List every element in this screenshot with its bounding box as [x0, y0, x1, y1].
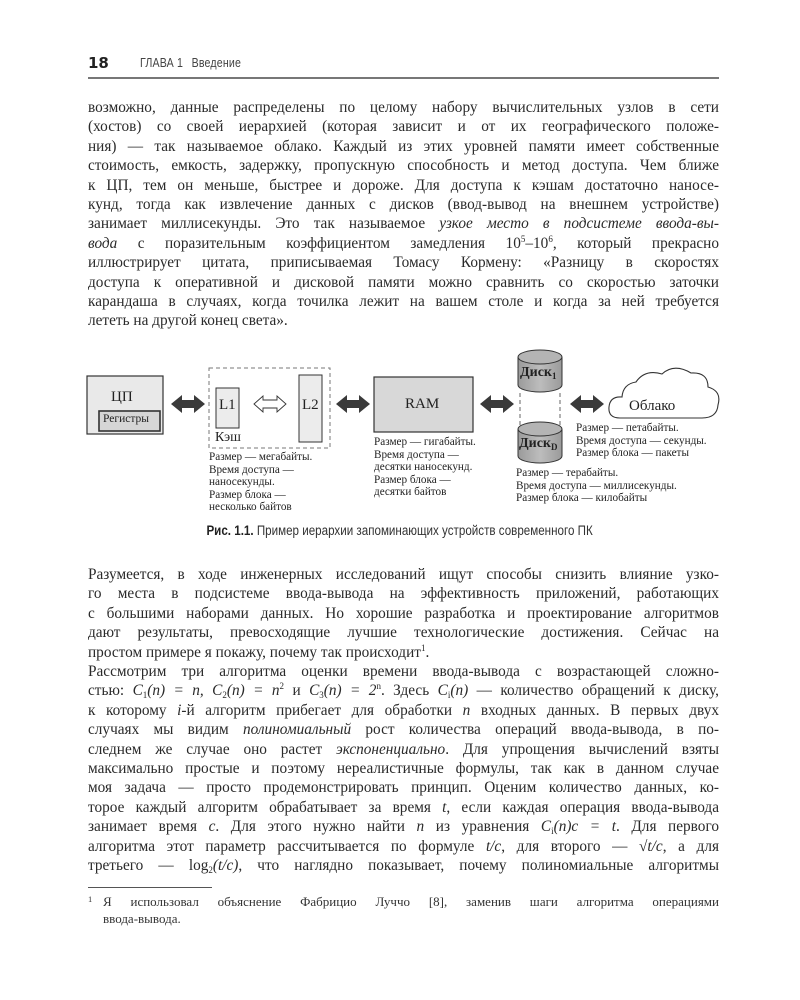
text-run: , а для — [662, 837, 719, 855]
text-run: с поразительным коэффициентом замедления 10 — [117, 234, 521, 252]
desc-line: Размер блока — — [209, 488, 286, 501]
desc-line: несколько байтов — [209, 501, 292, 514]
math: C — [437, 682, 448, 700]
desc-line: Время доступа — — [209, 463, 294, 476]
text-line: доступа к оперативной и дисковой памяти можно сравнить со скоростью заточки — [88, 273, 719, 291]
text-run: алгоритма этот параметр рассчитывается по формуле — [88, 837, 486, 855]
page-number: 18 — [88, 54, 109, 72]
text-line — [88, 740, 719, 759]
text-line: ния) — так называемое облако. Каждый из этих уровней памяти имеет собственные — [88, 137, 719, 155]
math: C — [540, 818, 552, 836]
cache-label: Кэш — [215, 430, 241, 445]
text-run: –10 — [525, 234, 549, 252]
text-run: и — [284, 682, 310, 700]
text-run: , что наглядно показывает, почему полиномиальные алгоритмы — [238, 857, 720, 875]
text-line: го места в подсистеме ввода-вывода на эффективность приложений, работающих — [88, 585, 719, 603]
math: n — [416, 818, 425, 836]
text-run: следнем же случае оно растет — [88, 740, 337, 758]
desc-line: Размер — мегабайты. — [209, 451, 313, 463]
chapter-title: Введение — [191, 56, 242, 70]
disk-1-label — [520, 365, 556, 381]
math: C — [132, 682, 143, 700]
math: t — [442, 798, 447, 816]
footnote-mark: 1 — [88, 894, 93, 904]
text-line — [88, 817, 719, 836]
text-run: -й алгоритм прибегает для обработки — [181, 701, 463, 719]
text-run: стью: — [88, 682, 133, 700]
text-run: . Для первого — [615, 818, 719, 836]
math: c — [208, 818, 216, 836]
math: t/c — [485, 837, 502, 855]
running-header — [88, 53, 719, 79]
text-line — [88, 701, 719, 720]
text-line: к ЦП, тем он меньше, быстрее и дороже. Для доступа к кэшам достаточно наносе- — [88, 176, 719, 194]
text-line: лететь на другой конец света». — [88, 312, 288, 330]
footnote — [88, 893, 719, 927]
math-subscript: i — [551, 826, 554, 837]
disk-subscript: D — [550, 442, 558, 452]
footnote-line: Я использовал объяснение Фабрицио Луччо [8], заменив шаги алгоритма операциями — [103, 894, 719, 909]
text-line — [88, 681, 719, 700]
superscript: 6 — [548, 233, 553, 244]
cpu-label: ЦП — [111, 389, 133, 405]
math-subscript: 2 — [222, 690, 227, 701]
text-run: . — [425, 643, 430, 661]
text-run: простом примере я покажу, почему так происходит — [88, 643, 421, 661]
text-run: торое каждый алгоритм обрабатывает за время — [88, 798, 443, 816]
disk-label-text: Диск — [520, 365, 552, 380]
math: (n)c = t — [553, 818, 616, 836]
text-line — [88, 720, 719, 739]
text-line: Рассмотрим три алгоритма оценки времени ввода-вывода с возрастающей сложно- — [88, 663, 719, 680]
text-run: — количество обращений к диску, — [468, 682, 719, 700]
math: i — [177, 701, 182, 719]
desc-line: десятки наносекунд. — [374, 461, 473, 474]
text-run: . Для этого нужно найти — [215, 818, 417, 836]
text-line: моя задача — просто продемонстрировать принцип. Оценим количество данных, ко- — [88, 779, 719, 797]
desc-line: Размер блока — — [374, 473, 451, 486]
text-run: . Для упрощения вычислений взяты — [445, 740, 719, 758]
text-run: занимает миллисекунды. Это так называемое — [88, 215, 440, 233]
double-arrow-icon — [336, 395, 370, 413]
disk-subscript: 1 — [551, 371, 557, 381]
text-line — [88, 798, 719, 817]
desc-line: Время доступа — секунды. — [576, 434, 707, 447]
desc-line: Размер блока — килобайты — [516, 492, 648, 505]
ram-label: RAM — [405, 396, 440, 412]
math-subscript: 2 — [208, 865, 213, 876]
chapter-heading — [140, 56, 241, 70]
desc-line: Размер — петабайты. — [576, 422, 679, 434]
text-run: , для второго — — [501, 837, 640, 855]
text-line: Разумеется, в ходе инженерных исследований ищут способы снизить влияние узко- — [88, 566, 719, 583]
desc-line: Размер блока — пакеты — [576, 447, 689, 460]
cloud-label: Облако — [629, 398, 676, 414]
text-run: из уравнения — [424, 818, 541, 836]
double-arrow-icon — [480, 395, 514, 413]
figure-caption — [0, 523, 800, 538]
cloud-description — [576, 422, 707, 460]
desc-line: Время доступа — миллисекунды. — [516, 479, 677, 492]
text-line: возможно, данные распределены по целому набору вычислительных узлов в сети — [88, 99, 719, 116]
disk-description — [516, 467, 677, 505]
text-run: , который прекрасно — [552, 234, 720, 252]
text-run: третьего — log — [88, 857, 209, 875]
text-line — [88, 837, 719, 856]
registers-label: Регистры — [103, 413, 149, 425]
text-line — [88, 856, 719, 875]
text-line — [88, 234, 719, 253]
l2-label: L2 — [302, 397, 319, 413]
math: (n) — [450, 682, 469, 700]
math: n — [462, 701, 471, 719]
outline-double-arrow-icon — [254, 396, 286, 412]
text-run: . Здесь — [380, 682, 438, 700]
math: √t/c — [639, 837, 663, 855]
desc-line: Время доступа — — [374, 448, 459, 461]
ram-description — [374, 436, 476, 499]
paragraph-3 — [88, 662, 719, 875]
caption-label: Рис. 1.1. — [206, 523, 255, 538]
l1-label: L1 — [219, 397, 236, 413]
math: (n) = n — [226, 682, 280, 700]
disk-label-text: Диск — [519, 436, 551, 451]
emphasis: экспоненциально — [336, 740, 446, 758]
math-subscript: 3 — [319, 690, 324, 701]
text-line — [88, 214, 719, 233]
memory-hierarchy-figure — [80, 345, 730, 520]
math: C — [309, 682, 320, 700]
caption-text: Пример иерархии запоминающих устройств современного ПК — [254, 523, 594, 538]
math-subscript: 1 — [142, 690, 148, 701]
text-run: к которому — [88, 701, 178, 719]
double-arrow-icon — [570, 395, 604, 413]
math: (n) = n, — [147, 682, 213, 700]
text-run: занимает время — [88, 818, 209, 836]
superscript: 5 — [520, 233, 526, 244]
text-line: стоимость, емкость, задержку, пропускную способность и метод доступа. Чем ближе — [88, 157, 719, 175]
footnote-divider — [88, 887, 212, 888]
math: (t/c) — [212, 857, 239, 875]
paragraph-2 — [88, 565, 719, 662]
emphasis: полиномиальный — [242, 721, 352, 739]
emphasis: вода — [88, 234, 118, 252]
desc-line: десятки байтов — [374, 486, 447, 499]
desc-line: Размер — терабайты. — [516, 467, 619, 479]
disk-d-label — [519, 436, 557, 452]
math: (n) = 2 — [323, 682, 377, 700]
text-line: дают результаты, превосходящие лучшие технологические достижения. Сейчас на — [88, 624, 719, 642]
double-arrow-icon — [171, 395, 205, 413]
math: C — [212, 682, 223, 700]
text-run: рост количества операций ввода-вывода, в по- — [351, 721, 719, 739]
desc-line: наносекунды. — [209, 476, 275, 489]
desc-line: Размер — гигабайты. — [374, 436, 476, 448]
footnote-reference[interactable]: 1 — [420, 642, 426, 653]
paragraph-1 — [88, 98, 719, 331]
text-line: карандаша в случаях, когда точилка лежит на вашем столе и когда за ней требуется — [88, 293, 719, 311]
math-superscript: 2 — [279, 681, 285, 692]
cache-description — [209, 451, 312, 514]
text-line: кунд, тогда как извлечение данных с дисков (ввод-вывод на внешнем устройстве) — [88, 196, 719, 214]
chapter-number: ГЛАВА 1 — [140, 56, 184, 70]
text-line: (хостов) со своей иерархией (которая зависит и от их географического положе- — [88, 118, 719, 136]
math-subscript: i — [447, 690, 451, 701]
text-run: входных данных. В первых двух — [470, 701, 720, 719]
emphasis: узкое место в подсистеме ввода-вы- — [439, 215, 719, 233]
text-run: , если каждая операция ввода-вывода — [446, 798, 719, 816]
text-line — [88, 643, 719, 662]
text-line: максимально простые и поэтому нереалистичные формулы, так как в данном случае — [88, 760, 719, 778]
text-line: иллюстрирует цитата, приписываемая Томасу Кормену: «Разницу в скоростях — [88, 254, 719, 272]
text-line: с большими наборами данных. Но хорошие разработка и проектирование алгоритмов — [88, 604, 719, 622]
text-run: случаях мы видим — [88, 721, 243, 739]
math-superscript: n — [376, 681, 381, 692]
footnote-line: ввода-вывода. — [103, 911, 181, 926]
